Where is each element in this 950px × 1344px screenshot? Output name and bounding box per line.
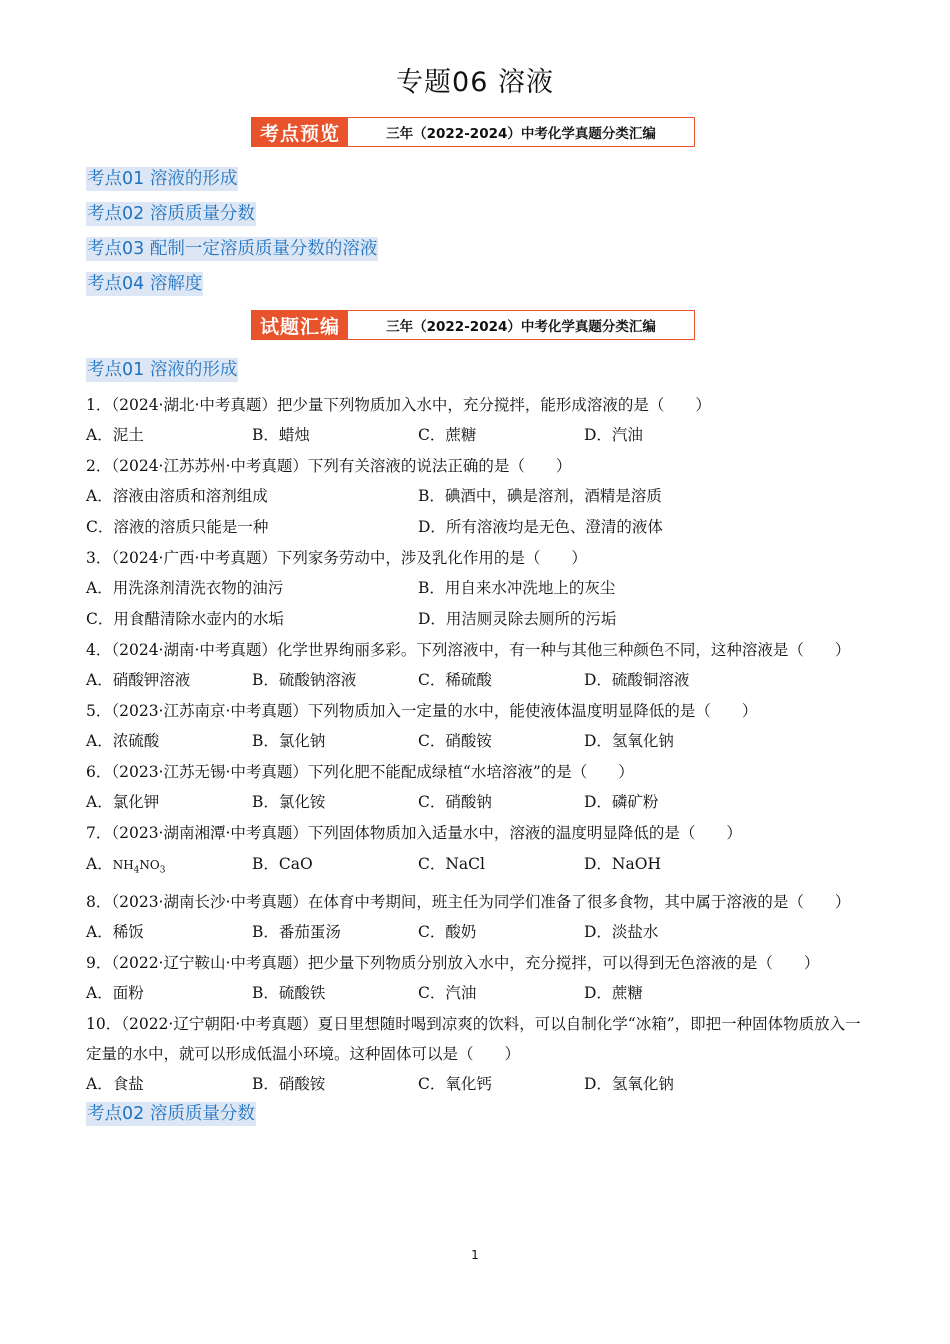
option: C．汽油 xyxy=(418,984,477,1003)
question-stem: 9．（2022·辽宁鞍山·中考真题）把少量下列物质分别放入水中，充分搅拌，可以得到无色溶液的是（ ） xyxy=(86,954,820,973)
options-row xyxy=(86,978,866,1009)
banner-subtitle: 三年（2022-2024）中考化学真题分类汇编 xyxy=(386,126,656,142)
option: D．用洁厕灵除去厕所的污垢 xyxy=(418,610,617,628)
options-row xyxy=(86,787,866,818)
toc-item-3[interactable]: 考点03 配制一定溶质质量分数的溶液 xyxy=(87,239,378,259)
option: B．碘酒中，碘是溶剂，酒精是溶质 xyxy=(418,487,662,505)
question-stem: 7．（2023·湖南湘潭·中考真题）下列固体物质加入适量水中，溶液的温度明显降低的是（ ） xyxy=(86,824,742,842)
question-stem: 6．（2023·江苏无锡·中考真题）下列化肥不能配成绿植“水培溶液”的是（ ） xyxy=(86,763,634,781)
option: B．番茄蛋汤 xyxy=(252,923,341,942)
option: B．氯化钠 xyxy=(252,732,326,750)
options-row xyxy=(86,604,866,635)
options-row xyxy=(86,917,866,948)
option: A．泥土 xyxy=(86,426,144,444)
options-row xyxy=(86,665,866,696)
option: C．NaCl xyxy=(418,855,485,873)
question-stem: 3．（2024·广西·中考真题）下列家务劳动中，涉及乳化作用的是（ ） xyxy=(86,549,587,567)
option: D．蔗糖 xyxy=(584,984,643,1003)
option: B．硝酸铵 xyxy=(252,1075,326,1094)
option: A．溶液由溶质和溶剂组成 xyxy=(86,487,268,505)
options-row xyxy=(86,726,866,757)
option: B．蜡烛 xyxy=(252,426,310,444)
option: A．稀饭 xyxy=(86,923,144,942)
banner-tag: 考点预览 xyxy=(252,118,348,146)
option: C．酸奶 xyxy=(418,923,477,942)
page-title: 专题06 溶液 xyxy=(396,67,554,98)
question-stem: 4．（2024·湖南·中考真题）化学世界绚丽多彩。下列溶液中，有一种与其他三种颜色不同，这种溶液是（ ） xyxy=(86,641,851,659)
option: D．NaOH xyxy=(584,855,661,873)
option: C．氧化钙 xyxy=(418,1075,492,1094)
chem-formula: $NH_4NO_3$ xyxy=(112,858,166,876)
section-heading: 考点01 溶液的形成 xyxy=(87,360,238,380)
banner-tag: 试题汇编 xyxy=(252,311,348,339)
option: A．浓硫酸 xyxy=(86,732,160,750)
options-row xyxy=(86,1069,866,1100)
option: B．硫酸铁 xyxy=(252,984,326,1003)
options-row xyxy=(86,512,866,543)
options-row xyxy=(86,848,866,887)
option: B．氯化铵 xyxy=(252,793,326,811)
option: D．硫酸铜溶液 xyxy=(584,671,690,689)
option: B．用自来水冲洗地上的灰尘 xyxy=(418,579,616,597)
option: A．$NH_4NO_3$ xyxy=(86,855,166,876)
option: A．硝酸钾溶液 xyxy=(86,671,191,689)
option: D．淡盐水 xyxy=(584,923,659,942)
option: C．稀硫酸 xyxy=(418,671,492,689)
option: A．用洗涤剂清洗衣物的油污 xyxy=(86,579,284,597)
option: C．溶液的溶质只能是一种 xyxy=(86,518,269,536)
toc-item-1[interactable]: 考点01 溶液的形成 xyxy=(87,169,238,189)
exercises-banner xyxy=(251,310,695,340)
option: D．所有溶液均是无色、澄清的液体 xyxy=(418,518,663,536)
options-row xyxy=(86,420,866,451)
toc-item-2[interactable]: 考点02 溶质质量分数 xyxy=(87,204,255,224)
options-row xyxy=(86,573,866,604)
option: D．氢氧化钠 xyxy=(584,1075,674,1094)
question-stem: 5．（2023·江苏南京·中考真题）下列物质加入一定量的水中，能使液体温度明显降低的是（ ） xyxy=(86,702,758,720)
option: A．食盐 xyxy=(86,1075,144,1094)
option: A．氯化钾 xyxy=(86,793,160,811)
option: A．面粉 xyxy=(86,984,144,1003)
option: D．汽油 xyxy=(584,426,643,444)
question-stem: 1．（2024·湖北·中考真题）把少量下列物质加入水中，充分搅拌，能形成溶液的是（ ） xyxy=(86,396,711,414)
question-stem: 8．（2023·湖南长沙·中考真题）在体育中考期间，班主任为同学们准备了很多食物，其中属于溶液的是（ ） xyxy=(86,893,851,912)
toc-item-4[interactable]: 考点04 溶解度 xyxy=(87,274,203,294)
question-stem: 10．（2022·辽宁朝阳·中考真题）夏日里想随时喝到凉爽的饮料，可以自制化学“冰箱”，即把一种固体物质放入一定量的水中，就可以形成低温小环境。这种固体可以是（ ） xyxy=(86,1015,861,1064)
option: B．CaO xyxy=(252,855,313,873)
option: C．用食醋清除水壶内的水垢 xyxy=(86,610,284,628)
option: C．蔗糖 xyxy=(418,426,477,444)
option: B．硫酸钠溶液 xyxy=(252,671,357,689)
option: D．氢氧化钠 xyxy=(584,732,674,750)
question-list xyxy=(86,358,866,1134)
option: C．硝酸钠 xyxy=(418,793,492,811)
question-stem: 2．（2024·江苏苏州·中考真题）下列有关溶液的说法正确的是（ ） xyxy=(86,457,572,475)
banner-subtitle: 三年（2022-2024）中考化学真题分类汇编 xyxy=(386,319,656,335)
options-row xyxy=(86,481,866,512)
option: D．磷矿粉 xyxy=(584,793,659,811)
page-number: 1 xyxy=(471,1248,479,1262)
section-heading: 考点02 溶质质量分数 xyxy=(87,1104,255,1125)
option: C．硝酸铵 xyxy=(418,732,492,750)
preview-banner xyxy=(251,117,695,147)
